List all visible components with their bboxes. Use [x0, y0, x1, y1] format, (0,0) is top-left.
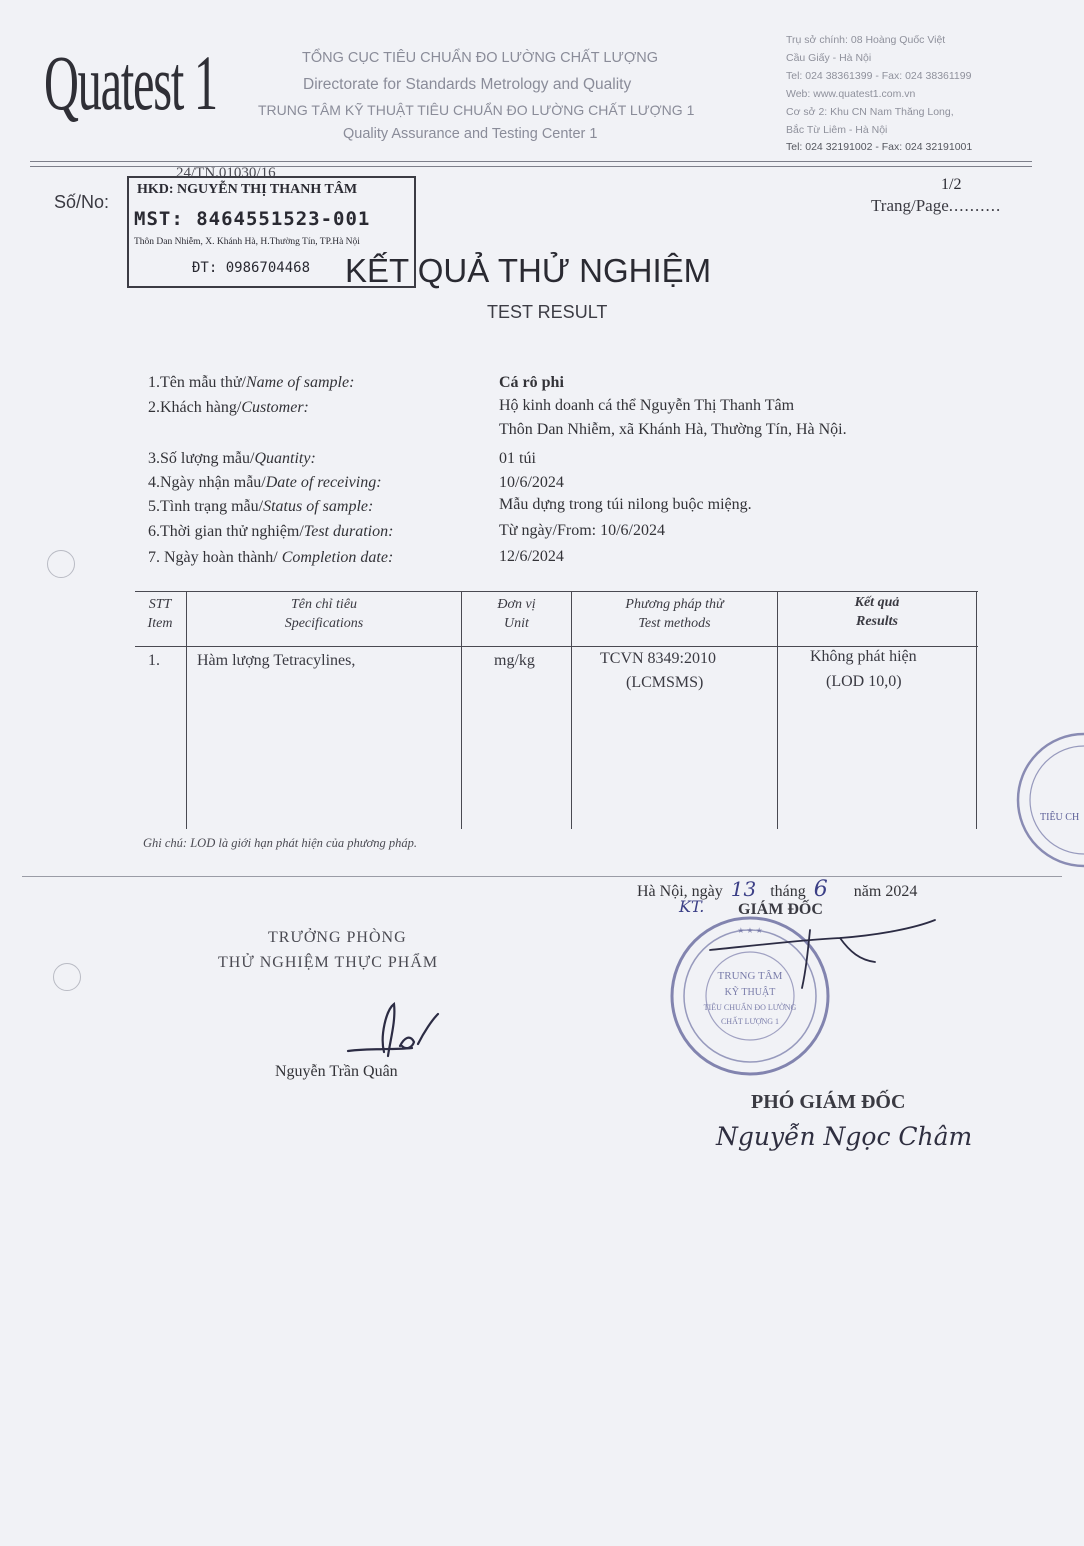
info-value-1: Cá rô phi: [499, 374, 564, 391]
date-month: 6: [813, 877, 828, 902]
svg-text:CHẤT LƯỢNG 1: CHẤT LƯỢNG 1: [720, 1017, 780, 1026]
cell-result-2: (LOD 10,0): [826, 673, 902, 690]
th-method-vi: Phương pháp thử: [625, 597, 724, 612]
stamp-tax-code: MST: 8464551523-001: [134, 208, 371, 230]
doc-number-value: 24/TN.01030/16: [176, 165, 276, 181]
info-value-3: 01 túi: [499, 450, 536, 467]
cell-unit: mg/kg: [494, 652, 535, 669]
th-spec: [187, 597, 461, 632]
left-signature-scribble: [340, 996, 460, 1066]
right-signer-name: Nguyễn Ngọc Châm: [716, 1122, 973, 1151]
director-signature-scribble: [690, 900, 950, 990]
info-label-4-vi: 4.Ngày nhận mẫu/: [148, 474, 266, 491]
quatest-logo: Quatest 1: [44, 39, 217, 126]
cell-item: 1.: [148, 652, 160, 669]
th-item-vi: STT: [148, 597, 172, 612]
th-spec-en: Specifications: [284, 616, 364, 631]
svg-text:KỸ THUẬT: KỸ THUẬT: [724, 987, 776, 998]
th-result-vi: Kết quả: [854, 595, 900, 610]
info-label-7-en: Completion date:: [281, 549, 394, 566]
info-label-1: [148, 374, 354, 392]
right-signer-title-2: PHÓ GIÁM ĐỐC: [751, 1091, 906, 1113]
info-label-1-en: Name of sample:: [245, 374, 355, 391]
right-signer-prefix: KT.: [679, 897, 705, 916]
th-result-en: Results: [855, 614, 898, 629]
cell-result-1: Không phát hiện: [810, 648, 917, 665]
right-signer-title-1: GIÁM ĐỐC: [738, 901, 823, 918]
info-value-6: Từ ngày/From: 10/6/2024: [499, 522, 665, 539]
stamp-business-name: HKD: NGUYỄN THỊ THANH TÂM: [137, 182, 358, 197]
info-value-4: 10/6/2024: [499, 474, 564, 491]
stamp-address: Thôn Dan Nhiễm, X. Khánh Hà, H.Thường Tín, TP.Hà Nội: [134, 237, 360, 247]
adjacent-page-seal: [1004, 730, 1084, 870]
header-line-3: TRUNG TÂM KỸ THUẬT TIÊU CHUẨN ĐO LƯỜNG CHẤT LƯỢNG 1: [258, 102, 695, 118]
info-label-4: [148, 474, 382, 492]
th-unit-vi: Đơn vị: [497, 597, 536, 612]
th-result: [778, 595, 976, 630]
header-divider-top: [30, 161, 1032, 162]
th-item-en: Item: [147, 616, 173, 631]
punch-hole-top: [47, 550, 75, 578]
info-label-1-vi: 1.Tên mẫu thử/: [148, 374, 246, 391]
header-line-4: Quality Assurance and Testing Center 1: [343, 126, 598, 142]
th-item: [135, 597, 185, 632]
address-line-3: Tel: 024 38361399 - Fax: 024 38361199: [786, 70, 972, 82]
th-spec-vi: Tên chỉ tiêu: [290, 597, 358, 612]
info-label-3-en: Quantity:: [254, 450, 316, 467]
page-number: 1/2: [941, 176, 962, 193]
header-line-1: TỔNG CỤC TIÊU CHUẨN ĐO LƯỜNG CHẤT LƯỢNG: [302, 50, 659, 66]
date-day: 13: [730, 877, 757, 901]
address-line-2: Cầu Giấy - Hà Nội: [786, 52, 872, 64]
punch-hole-bottom: [53, 963, 81, 991]
svg-text:★ ★ ★: ★ ★ ★: [737, 926, 763, 935]
page-label: [871, 196, 1001, 216]
info-label-4-en: Date of receiving:: [265, 474, 382, 491]
info-label-6-en: Test duration:: [303, 523, 394, 540]
info-value-5: Mẫu dựng trong túi nilong buộc miệng.: [499, 496, 752, 513]
header-line-2: Directorate for Standards Metrology and Quality: [303, 76, 632, 93]
svg-text:TIÊU CHUẨN ĐO LƯỜNG: TIÊU CHUẨN ĐO LƯỜNG: [703, 1003, 797, 1012]
page-title: KẾT QUẢ THỬ NGHIỆM: [345, 252, 712, 289]
info-label-5: [148, 498, 373, 516]
cell-spec: Hàm lượng Tetracylines,: [197, 652, 356, 669]
page-dots: ..........: [948, 196, 1002, 215]
table-col-line-5: [976, 591, 977, 829]
info-value-2b: Thôn Dan Nhiễm, xã Khánh Hà, Thường Tín, Hà Nội.: [499, 421, 847, 438]
page-subtitle: TEST RESULT: [487, 302, 608, 322]
left-signer-name: Nguyễn Trần Quân: [275, 1063, 398, 1080]
info-label-2-vi: 2.Khách hàng/: [148, 399, 242, 416]
info-label-3-vi: 3.Số lượng mẫu/: [148, 450, 255, 467]
th-method: [572, 597, 777, 632]
address-line-7: Tel: 024 32191002 - Fax: 024 32191001: [786, 141, 973, 153]
date-month-label: tháng: [770, 883, 806, 900]
info-label-7-vi: 7. Ngày hoàn thành/: [148, 549, 282, 566]
info-label-5-en: Status of sample:: [263, 498, 374, 515]
cell-method-2: (LCMSMS): [626, 674, 704, 691]
th-unit-en: Unit: [504, 616, 529, 631]
info-label-6: [148, 523, 393, 541]
stamp-phone: ĐT: 0986704468: [192, 260, 311, 276]
th-unit: [462, 597, 571, 632]
address-line-1: Trụ sở chính: 08 Hoàng Quốc Việt: [786, 34, 946, 46]
table-top-border: [135, 591, 978, 592]
address-line-4: Web: www.quatest1.com.vn: [786, 88, 916, 100]
th-method-en: Test methods: [638, 616, 711, 631]
info-label-3: [148, 450, 316, 468]
svg-text:TRUNG TÂM: TRUNG TÂM: [717, 970, 783, 982]
address-line-5: Cơ sở 2: Khu CN Nam Thăng Long,: [786, 106, 954, 118]
info-label-6-vi: 6.Thời gian thử nghiệm/: [148, 523, 304, 540]
doc-number-label: Số/No:: [54, 192, 110, 212]
info-label-2: [148, 399, 309, 417]
date-year: năm 2024: [853, 883, 918, 900]
info-label-2-en: Customer:: [241, 399, 309, 416]
adjacent-seal-text: TIÊU CH: [1040, 812, 1080, 823]
info-label-7: [148, 549, 393, 567]
info-label-5-vi: 5.Tình trạng mẫu/: [148, 498, 264, 515]
page-label-text: Trang/Page: [871, 196, 949, 215]
address-line-6: Bắc Từ Liêm - Hà Nội: [786, 124, 888, 136]
info-value-2: Hộ kinh doanh cá thể Nguyễn Thị Thanh Tâm: [499, 397, 795, 414]
left-signer-title-1: TRƯỞNG PHÒNG: [268, 929, 407, 946]
cell-method-1: TCVN 8349:2010: [600, 650, 716, 667]
table-note: Ghi chú: LOD là giới hạn phát hiện của phương pháp.: [143, 836, 417, 850]
info-value-7: 12/6/2024: [499, 548, 564, 565]
left-signer-title-2: THỬ NGHIỆM THỰC PHẨM: [218, 954, 439, 971]
table-header-border: [135, 646, 978, 647]
date-prefix: Hà Nội, ngày: [637, 883, 723, 900]
